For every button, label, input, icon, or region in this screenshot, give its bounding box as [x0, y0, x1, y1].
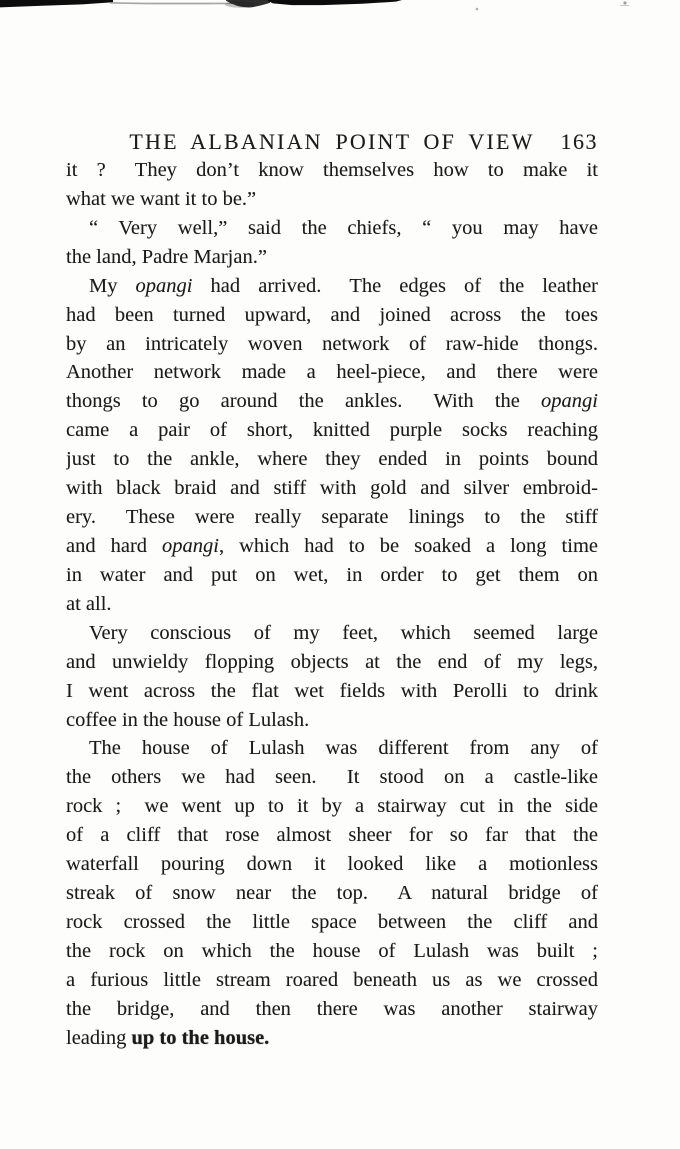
body-text: waterfall pouring down it looked like a motionless: [66, 853, 598, 876]
body-text: the bridge, and then there was another stairway: [66, 997, 598, 1020]
text-line: [66, 677, 598, 706]
text-line: [66, 156, 598, 185]
text-line: [66, 619, 598, 648]
text-line: [66, 416, 598, 445]
page-text: [66, 156, 598, 1053]
body-text: rock crossed the little space between the cliff and: [66, 910, 598, 933]
text-line: [66, 358, 598, 387]
body-text: at all.: [66, 592, 112, 615]
text-line: [66, 532, 598, 561]
text-line: [66, 214, 598, 243]
body-text: thongs to go around the ankles. With the: [66, 390, 542, 413]
body-text: , which had to be soaked a long time: [218, 534, 598, 557]
italic-text: opangi: [541, 390, 598, 413]
body-text: had arrived. The edges of the leather: [192, 274, 598, 297]
text-line: [66, 648, 598, 677]
paragraph: [66, 156, 598, 214]
body-text: leading: [66, 1026, 132, 1049]
body-text: had been turned upward, and joined across the toes: [66, 303, 598, 326]
body-text: of a cliff that rose almost sheer for so far that the: [66, 824, 598, 847]
text-line: [66, 503, 598, 532]
text-line: [66, 445, 598, 474]
text-line: [66, 966, 598, 995]
text-line: [66, 561, 598, 590]
body-text: Very conscious of my feet, which seemed large: [89, 621, 598, 644]
body-text: it ? They don’t know themselves how to make it: [66, 159, 598, 181]
text-line: [66, 185, 598, 214]
text-line: [66, 706, 598, 735]
body-text: the others we had seen. It stood on a castle-like: [66, 766, 598, 789]
text-line: [66, 387, 598, 416]
text-line: [66, 995, 598, 1024]
text-line: [66, 1024, 598, 1053]
body-text: The house of Lulash was different from any of: [89, 737, 598, 760]
body-text: My: [89, 274, 136, 297]
scan-smudge-top-edge: [0, 0, 680, 18]
body-text: streak of snow near the top. A natural bridge of: [66, 882, 598, 905]
body-text: rock ; we went up to it by a stairway cut in the side: [66, 795, 598, 818]
text-line: [66, 301, 598, 330]
body-text: and unwieldy flopping objects at the end of my legs,: [66, 650, 598, 673]
paragraph: [66, 272, 598, 619]
body-text: the rock on which the house of Lulash was built ;: [66, 939, 598, 962]
body-text: with black braid and stiff with gold and silver embroid-: [66, 477, 598, 500]
text-line: [66, 272, 598, 301]
body-text: ery. These were really separate linings to the stiff: [66, 506, 598, 529]
body-text: and hard: [66, 534, 163, 557]
body-text: a furious little stream roared beneath us as we crossed: [66, 968, 598, 991]
text-line: [66, 879, 598, 908]
italic-text: opangi: [135, 274, 193, 297]
text-line: [66, 474, 598, 503]
italic-text: opangi: [162, 534, 219, 557]
body-text: what we want it to be.”: [66, 187, 257, 210]
body-text: just to the ankle, where they ended in points bound: [66, 448, 598, 471]
body-text: I went across the flat wet fields with Perolli to drink: [66, 679, 598, 702]
page-number: 163: [560, 129, 598, 154]
body-text: in water and put on wet, in order to get them on: [66, 563, 598, 586]
text-line: [66, 850, 598, 879]
text-line: [66, 734, 598, 763]
body-text: “ Very well,” said the chiefs, “ you may have: [89, 216, 598, 239]
text-line: [66, 243, 598, 272]
text-line: [66, 937, 598, 966]
text-line: [66, 821, 598, 850]
text-line: [66, 590, 598, 619]
paragraph: [66, 619, 598, 735]
paragraph: [66, 734, 598, 1052]
text-line: [66, 330, 598, 359]
text-line: [66, 763, 598, 792]
text-line: [66, 908, 598, 937]
smudged-text: up to the house.: [131, 1026, 270, 1049]
body-text: coffee in the house of Lulash.: [66, 708, 310, 731]
text-line: [66, 792, 598, 821]
body-text: by an intricately woven network of raw-hide thongs.: [66, 332, 598, 355]
body-text: the land, Padre Marjan.”: [66, 245, 267, 268]
paragraph: [66, 214, 598, 272]
body-text: came a pair of short, knitted purple socks reaching: [66, 419, 598, 442]
running-header-title: THE ALBANIAN POINT OF VIEW: [129, 129, 535, 154]
running-header: [66, 126, 598, 158]
body-text: Another network made a heel-piece, and there were: [66, 361, 598, 384]
